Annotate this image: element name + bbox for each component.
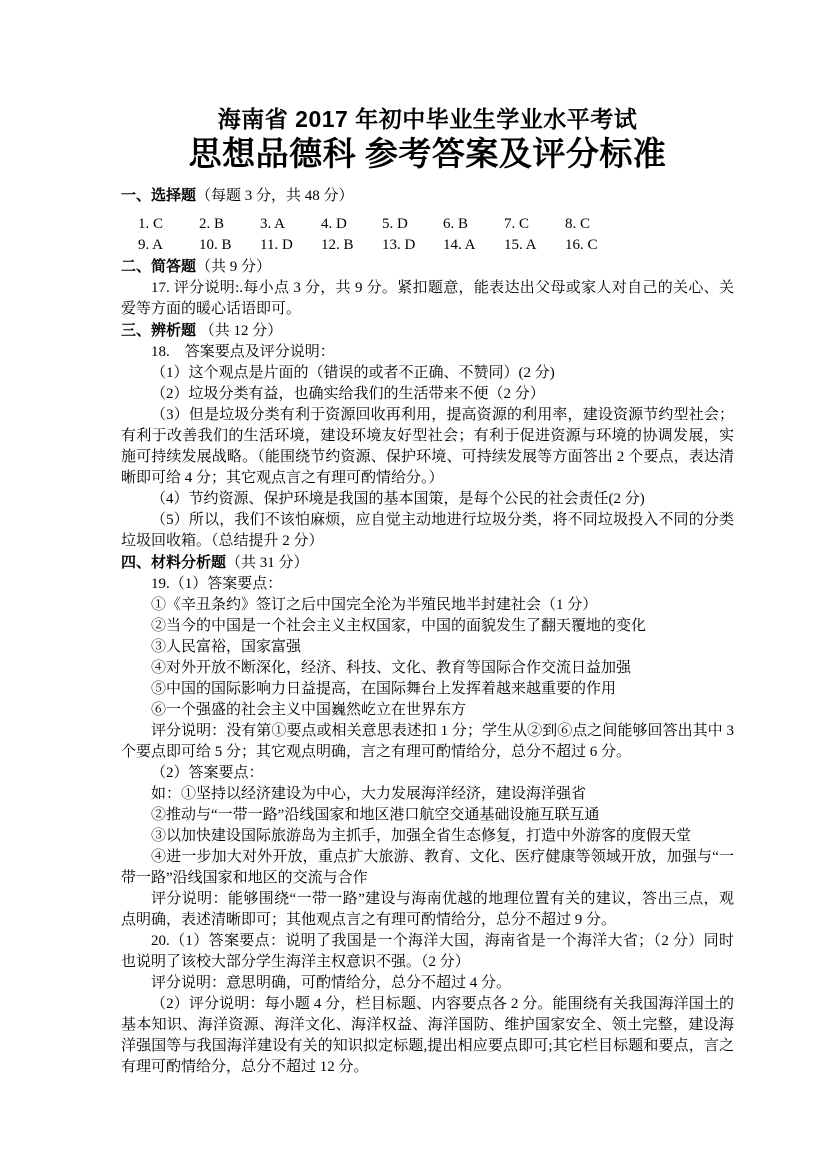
- section-score-note: （共 9 分）: [196, 259, 272, 275]
- answer-cell: 13. D: [382, 237, 416, 253]
- question-19-part2-point-2: ②推动与“一带一路”沿线国家和地区港口航空交通基础设施互联互通: [151, 807, 600, 823]
- question-19-part1-intro: 19.（1）答案要点：: [151, 576, 283, 592]
- question-19-part1-scoring-note: 评分说明：没有第①要点或相关意思表述扣 1 分；学生从②到⑥点之间能够回答出其中 3 个要点即可给 5 分；其它观点明确，言之有理可酌情给分，总分不超过 6 分。: [121, 723, 734, 760]
- section-score-note: （共 31 分）: [226, 555, 309, 571]
- exam-title: 海南省 2017 年初中毕业生学业水平考试: [217, 106, 638, 132]
- answer-cell: 11. D: [260, 237, 293, 253]
- question-18-point-1: （1）这个观点是片面的（错误的或者不正确、不赞同）(2 分): [151, 365, 555, 381]
- answer-cell: 9. A: [138, 237, 164, 253]
- answer-row-1: [121, 214, 734, 235]
- section-label: 四、材料分析题: [121, 554, 227, 571]
- question-19-part2-scoring-note: 评分说明：能够围绕“一带一路”建设与海南优越的地理位置有关的建议，答出三点，观点明确，表述清晰即可；其他观点言之有理可酌情给分，总分不超过 9 分。: [121, 891, 734, 928]
- question-19-part1-point-2: ②当今的中国是一个社会主义主权国家，中国的面貌发生了翻天覆地的变化: [151, 618, 647, 634]
- question-20-part2-scoring-note: （2）评分说明：每小题 4 分，栏目标题、内容要点各 2 分。能围绕有关我国海洋国土的基本知识、海洋资源、海洋文化、海洋权益、海洋国防、维护国家安全、领土完整，建设海洋强国等与我国海洋建设有关的知识拟定标题,提出相应要点即可;其它栏目标题和要点，言之有理可酌情给分，总分不超过 12 分。: [121, 996, 734, 1075]
- question-20-part1-scoring-note: 评分说明：意思明确，可酌情给分，总分不超过 4 分。: [151, 975, 512, 991]
- question-18-intro: 18. 答案要点及评分说明：: [151, 344, 335, 360]
- question-17-scoring-note: 17. 评分说明:.每小点 3 分，共 9 分。紧扣题意，能表达出父母或家人对自己的关心、关爱等方面的暖心话语即可。: [121, 280, 734, 317]
- question-18-point-4: （4）节约资源、保护环境是我国的基本国策，是每个公民的社会责任(2 分): [151, 491, 645, 507]
- question-18-point-2: （2）垃圾分类有益，也确实给我们的生活带来不便（2 分）: [151, 386, 545, 402]
- section-heading-material-analysis: [121, 552, 734, 574]
- section-label: 三、辨析题: [121, 322, 197, 339]
- answer-cell: 10. B: [199, 237, 232, 253]
- subject-and-answer-key-title: 思想品德科 参考答案及评分标准: [188, 137, 667, 173]
- section-heading-analysis: [121, 320, 734, 342]
- question-19-part1-point-4: ④对外开放不断深化，经济、科技、文化、教育等国际合作交流日益加强: [151, 660, 632, 676]
- question-19-part2-intro: （2）答案要点：: [151, 765, 264, 781]
- document-content: [121, 104, 734, 1078]
- answer-cell: 16. C: [565, 237, 598, 253]
- question-20-part1-answer: 20.（1）答案要点：说明了我国是一个海洋大国，海南省是一个海洋大省；（2 分）同时也说明了该校大部分学生海洋主权意识不强。（2 分）: [121, 933, 734, 970]
- section-label: 二、简答题: [121, 258, 197, 275]
- answer-cell: 2. B: [199, 216, 225, 232]
- question-19-part2-point-4: ④进一步加大对外开放，重点扩大旅游、教育、文化、医疗健康等领域开放，加强与“一带一路”沿线国家和地区的交流与合作: [121, 849, 734, 886]
- question-18-point-5: （5）所以，我们不该怕麻烦，应自觉主动地进行垃圾分类，将不同垃圾投入不同的分类垃圾回收箱。（总结提升 2 分）: [121, 512, 734, 549]
- answer-cell: 7. C: [504, 216, 530, 232]
- question-19-part1-point-6: ⑥一个强盛的社会主义中国巍然屹立在世界东方: [151, 702, 467, 718]
- section-score-note: （共 12 分）: [196, 323, 283, 339]
- answer-cell: 6. B: [443, 216, 469, 232]
- answer-cell: 1. C: [138, 216, 164, 232]
- answer-cell: 12. B: [321, 237, 354, 253]
- section-label: 一、选择题: [121, 187, 197, 204]
- answer-cell: 3. A: [260, 216, 286, 232]
- section-heading-multiple-choice: [121, 185, 734, 207]
- answer-cell: 4. D: [321, 216, 347, 232]
- answer-row-2: [121, 235, 734, 256]
- question-19-part2-point-3: ③以加快建设国际旅游岛为主抓手，加强全省生态修复，打造中外游客的度假天堂: [151, 828, 692, 844]
- question-19-part1-point-5: ⑤中国的国际影响力日益提高，在国际舞台上发挥着越来越重要的作用: [151, 681, 617, 697]
- section-heading-short-answer: [121, 256, 734, 278]
- answer-cell: 5. D: [382, 216, 408, 232]
- question-19-part2-point-1: 如：①坚持以经济建设为中心，大力发展海洋经济，建设海洋强省: [151, 786, 587, 802]
- answer-cell: 8. C: [565, 216, 591, 232]
- question-19-part1-point-1: ①《辛丑条约》签订之后中国完全沦为半殖民地半封建社会（1 分）: [151, 597, 598, 613]
- question-18-point-3: （3）但是垃圾分类有利于资源回收再利用，提高资源的利用率，建设资源节约型社会；有利于改善我们的生活环境，建设环境友好型社会；有利于促进资源与环境的协调发展，实施可持续发展战略。（能围绕节约资源、保护环境、可持续发展等方面答出 2 个要点，表达清晰即可给 4 分；其它观点言之有理可酌情给分。）: [121, 407, 734, 486]
- answer-cell: 14. A: [443, 237, 476, 253]
- question-19-part1-point-3: ③人民富裕，国家富强: [151, 639, 302, 655]
- answer-cell: 15. A: [504, 237, 537, 253]
- section-score-note: （每题 3 分，共 48 分）: [196, 188, 354, 204]
